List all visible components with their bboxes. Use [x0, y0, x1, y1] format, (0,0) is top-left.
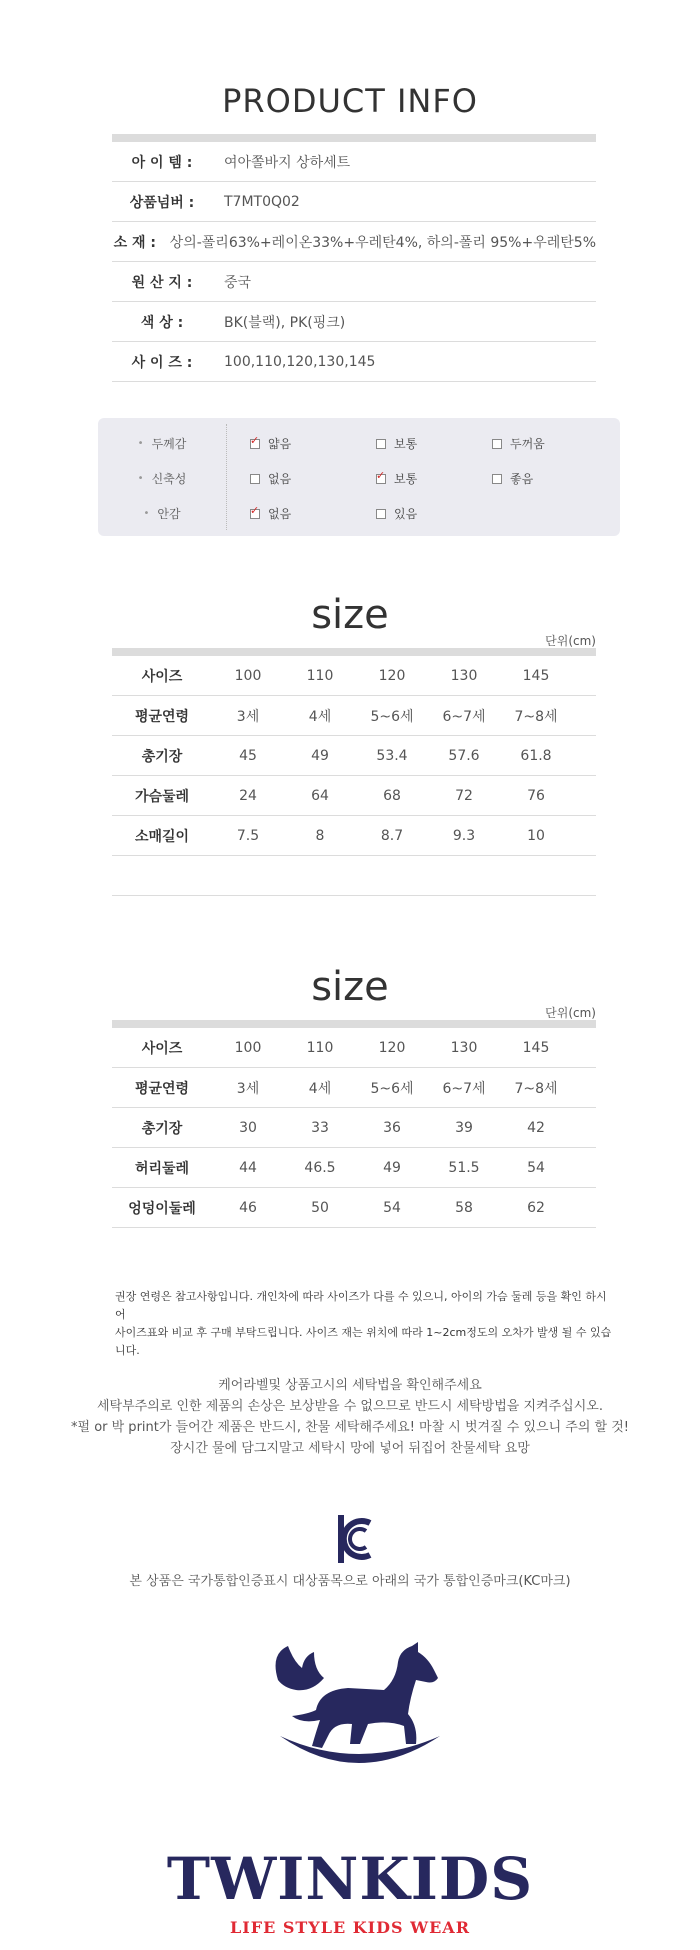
checked-checkbox-icon — [376, 474, 386, 484]
bullet-icon: • — [137, 473, 144, 484]
care-instructions: 케어라벨및 상품고시의 세탁법을 확인해주세요 세탁부주의로 인한 제품의 손상은 보상받을 수 없으므로 반드시 세탁방법을 지켜주십시오. *펄 or 박 print가 들어간 제품은 반드시, 찬물 세탁해주세요! 마찰 시 벗겨질 수 있으니 주의 할 것! 장시간 물에 담그지말고 세탁시 망에 넣어 뒤집어 찬물세탁 요망 — [71, 1378, 629, 1456]
info-label: 소 재 : — [113, 234, 157, 251]
table-top-bar — [112, 134, 596, 142]
table-row-empty — [112, 856, 596, 896]
info-label: 원 산 지 : — [131, 274, 193, 291]
attr-label: 신축성 — [151, 472, 187, 486]
product-info-table — [112, 134, 596, 382]
table-row: 총기장 45 49 53.4 57.6 61.8 — [112, 736, 596, 776]
info-value: 여아쫄바지 상하세트 — [224, 154, 351, 171]
attr-option: 보통 — [376, 435, 417, 452]
info-label: 아 이 템 : — [131, 154, 193, 171]
table-row: 허리둘레 44 46.5 49 51.5 54 — [112, 1148, 596, 1188]
attr-option: 좋음 — [492, 470, 533, 487]
size-table-top — [112, 648, 596, 896]
attr-option: ✓ 없음 — [250, 505, 291, 522]
bullet-icon: • — [137, 438, 144, 449]
info-row — [112, 302, 596, 342]
table-row: 사이즈 100 110 120 130 145 — [112, 1028, 596, 1068]
table-row: 소매길이 7.5 8 8.7 9.3 10 — [112, 816, 596, 856]
info-row — [112, 342, 596, 382]
checkbox-icon — [492, 474, 502, 484]
attr-option: 없음 — [250, 470, 291, 487]
info-value: 상의-폴리63%+레이온33%+우레탄4%, 하의-폴리 95%+우레탄5% — [169, 234, 596, 251]
size-title-top: size — [311, 592, 389, 638]
attr-row-lining — [98, 496, 620, 531]
table-row: 가슴둘레 24 64 68 72 76 — [112, 776, 596, 816]
brand-tagline: LIFE STYLE KIDS WEAR — [229, 1918, 471, 1937]
checkbox-icon — [376, 439, 386, 449]
fabric-attributes-box — [98, 418, 620, 536]
bullet-icon: • — [143, 508, 150, 519]
info-label: 상품넘버 : — [129, 194, 195, 211]
info-row — [112, 182, 596, 222]
info-value: BK(블랙), PK(핑크) — [224, 314, 346, 331]
table-row: 총기장 30 33 36 39 42 — [112, 1108, 596, 1148]
checkbox-icon — [250, 474, 260, 484]
attr-option: 두꺼움 — [492, 435, 545, 452]
size-note: 권장 연령은 참고사항입니다. 개인차에 따라 사이즈가 다를 수 있으니, 아이의 가슴 둘레 등을 확인 하시어 사이즈표와 비교 후 구매 부탁드립니다. 사이즈 재는 위치에 따라 1~2cm정도의 오차가 발생 될 수 있습니다. — [115, 1290, 612, 1357]
info-label: 색 상 : — [140, 314, 184, 331]
attr-option: 있음 — [376, 505, 417, 522]
size-table-bottom — [112, 1020, 596, 1228]
info-value: 중국 — [224, 274, 252, 291]
checkbox-icon — [376, 509, 386, 519]
unit-label: 단위(cm) — [545, 634, 596, 648]
attr-label: 안감 — [157, 507, 181, 521]
info-value: 100,110,120,130,145 — [224, 353, 376, 370]
table-row: 평균연령 3세 4세 5~6세 6~7세 7~8세 — [112, 1068, 596, 1108]
attr-row-stretch — [98, 461, 620, 496]
brand-logo-text: TWINKIDS — [166, 1845, 534, 1913]
rocking-horse-logo-icon — [268, 1640, 444, 1780]
table-row: 평균연령 3세 4세 5~6세 6~7세 7~8세 — [112, 696, 596, 736]
info-label: 사 이 즈 : — [131, 354, 193, 371]
kc-mark-icon — [336, 1513, 372, 1565]
product-info-title: PRODUCT INFO — [222, 82, 478, 120]
info-row — [112, 262, 596, 302]
checked-checkbox-icon — [250, 439, 260, 449]
info-row — [112, 142, 596, 182]
attr-row-thickness — [98, 426, 620, 461]
attr-option: ✓ 얇음 — [250, 435, 291, 452]
size-title-bottom: size — [311, 964, 389, 1010]
info-value: T7MT0Q02 — [224, 193, 300, 210]
attr-label: 두께감 — [151, 437, 187, 451]
table-row: 사이즈 100 110 120 130 145 — [112, 656, 596, 696]
attr-option: ✓ 보통 — [376, 470, 417, 487]
unit-label: 단위(cm) — [545, 1006, 596, 1020]
checkbox-icon — [492, 439, 502, 449]
checked-checkbox-icon — [250, 509, 260, 519]
table-row: 엉덩이둘레 46 50 54 58 62 — [112, 1188, 596, 1228]
info-row — [112, 222, 596, 262]
kc-certification-text: 본 상품은 국가통합인증표시 대상품목으로 아래의 국가 통합인증마크(KC마크) — [129, 1574, 571, 1589]
